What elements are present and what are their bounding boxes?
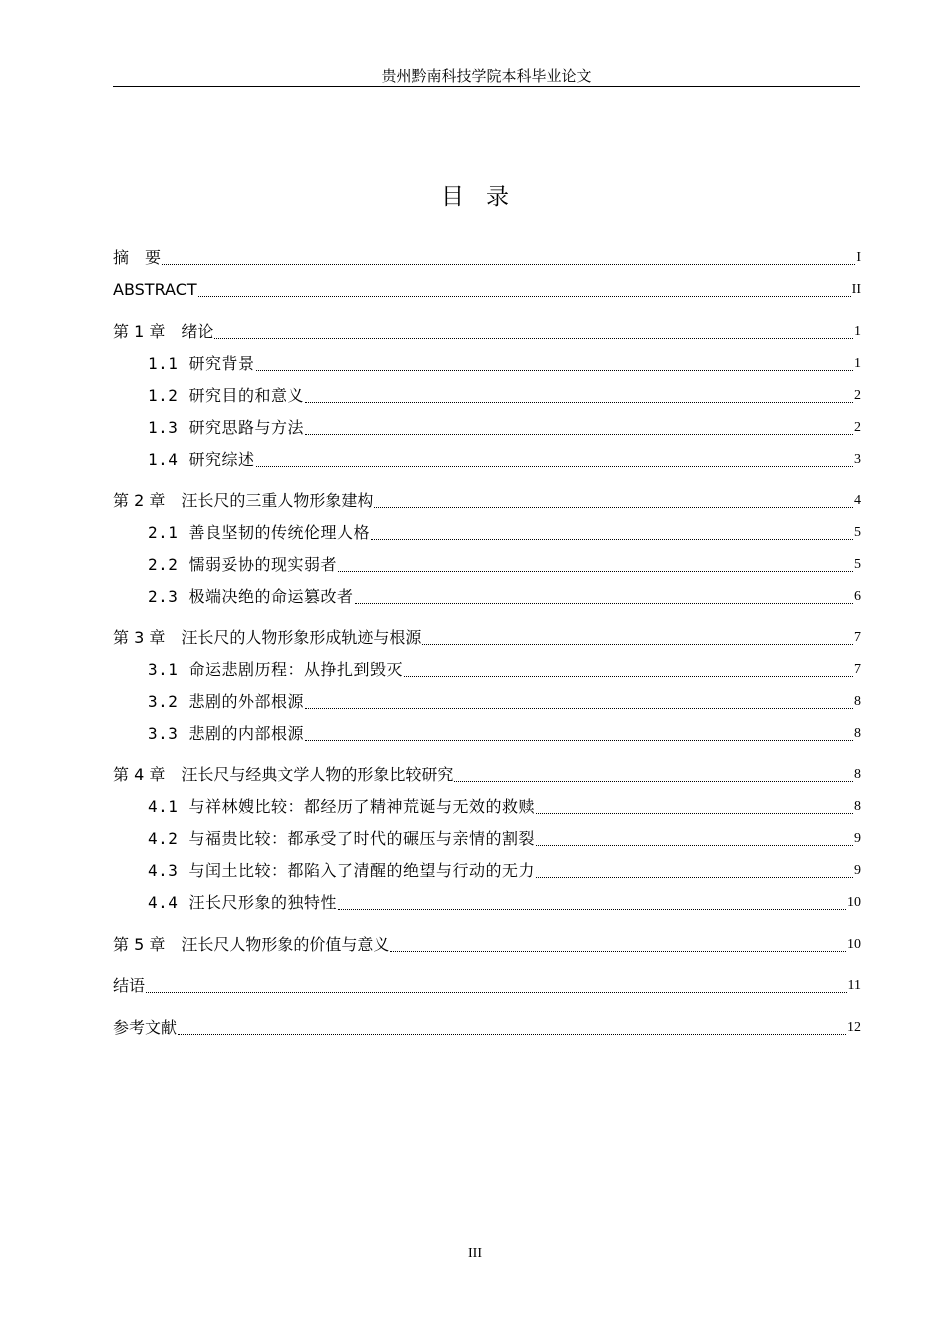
- toc-entry-label: 2.2 懦弱妥协的现实弱者: [148, 555, 338, 574]
- toc-entry-label: ABSTRACT: [113, 280, 197, 299]
- toc-entry-section-1-3[interactable]: [148, 417, 861, 439]
- dot-leader: [305, 707, 853, 709]
- toc-entry-label: 1.2 研究目的和意义: [148, 386, 305, 405]
- dot-leader: [305, 433, 853, 435]
- toc-entry-label: 4.2 与福贵比较：都承受了时代的碾压与亲情的割裂: [148, 829, 536, 848]
- toc-entry-page: I: [856, 250, 861, 265]
- toc-entry-label: 1.4 研究综述: [148, 450, 255, 469]
- dot-leader: [454, 780, 853, 782]
- dot-leader: [404, 675, 853, 677]
- toc-entry-label: 第 1 章 绪论: [113, 322, 214, 341]
- toc-entry-page: 9: [854, 831, 861, 846]
- dot-leader: [256, 465, 853, 467]
- page-number: III: [468, 1246, 482, 1261]
- dot-leader: [162, 263, 855, 265]
- toc-entry-section-4-1[interactable]: [148, 796, 861, 818]
- toc-entry-page: 10: [847, 895, 861, 910]
- toc-entry-chapter-4[interactable]: [113, 764, 861, 786]
- toc-entry-label: 4.1 与祥林嫂比较：都经历了精神荒诞与无效的救赎: [148, 797, 536, 816]
- toc-entry-section-3-3[interactable]: [148, 723, 861, 745]
- toc-entry-page: 8: [854, 767, 861, 782]
- toc-entry-page: 4: [854, 493, 861, 508]
- dot-leader: [536, 844, 853, 846]
- toc-entry-page: II: [851, 282, 861, 297]
- dot-leader: [536, 812, 853, 814]
- toc-title: 目录: [441, 184, 531, 210]
- toc-entry-label: 4.3 与闰土比较：都陷入了清醒的绝望与行动的无力: [148, 861, 536, 880]
- toc-entry-abstract-en[interactable]: [113, 279, 861, 301]
- toc-entry-references[interactable]: [113, 1017, 861, 1039]
- toc-entry-page: 12: [847, 1020, 861, 1035]
- toc-entry-chapter-2[interactable]: [113, 490, 861, 512]
- toc-entry-section-4-3[interactable]: [148, 860, 861, 882]
- toc-entry-label: 结语: [113, 976, 146, 995]
- toc-entry-section-2-1[interactable]: [148, 522, 861, 544]
- toc-entry-abstract-cn[interactable]: [113, 247, 861, 269]
- toc-entry-section-1-1[interactable]: [148, 353, 861, 375]
- toc-entry-page: 5: [854, 557, 861, 572]
- toc-entry-label: 第 3 章 汪长尺的人物形象形成轨迹与根源: [113, 628, 422, 647]
- toc-entry-section-3-1[interactable]: [148, 659, 861, 681]
- toc-entry-label: 第 5 章 汪长尺人物形象的价值与意义: [113, 935, 390, 954]
- toc-entry-chapter-5[interactable]: [113, 934, 861, 956]
- toc-entry-section-3-2[interactable]: [148, 691, 861, 713]
- toc-entry-section-1-2[interactable]: [148, 385, 861, 407]
- dot-leader: [305, 739, 853, 741]
- dot-leader: [371, 538, 853, 540]
- dot-leader: [338, 908, 846, 910]
- toc-entry-page: 8: [854, 799, 861, 814]
- toc-entry-page: 11: [847, 978, 861, 993]
- dot-leader: [536, 876, 853, 878]
- toc-entry-page: 7: [854, 662, 861, 677]
- dot-leader: [198, 295, 851, 297]
- dot-leader: [214, 337, 853, 339]
- toc-entry-page: 10: [847, 937, 861, 952]
- dot-leader: [422, 643, 853, 645]
- toc-entry-chapter-3[interactable]: [113, 627, 861, 649]
- toc-entry-page: 9: [854, 863, 861, 878]
- toc-entry-label: 摘 要: [113, 248, 162, 267]
- dot-leader: [178, 1033, 846, 1035]
- toc-entry-page: 2: [854, 420, 861, 435]
- toc-entry-label: 1.1 研究背景: [148, 354, 255, 373]
- dot-leader: [305, 401, 853, 403]
- toc-entry-page: 1: [854, 324, 861, 339]
- dot-leader: [390, 950, 846, 952]
- toc-entry-label: 2.3 极端决绝的命运篡改者: [148, 587, 354, 606]
- toc-entry-page: 7: [854, 630, 861, 645]
- toc-entry-label: 2.1 善良坚韧的传统伦理人格: [148, 523, 371, 542]
- toc-entry-label: 3.2 悲剧的外部根源: [148, 692, 305, 711]
- dot-leader: [338, 570, 853, 572]
- toc-entry-page: 6: [854, 589, 861, 604]
- dot-leader: [355, 602, 853, 604]
- toc-entry-section-2-3[interactable]: [148, 586, 861, 608]
- toc-entry-page: 3: [854, 452, 861, 467]
- toc-entry-chapter-1[interactable]: [113, 321, 861, 343]
- toc-entry-label: 3.3 悲剧的内部根源: [148, 724, 305, 743]
- toc-entry-label: 第 2 章 汪长尺的三重人物形象建构: [113, 491, 374, 510]
- dot-leader: [256, 369, 853, 371]
- toc-entry-label: 4.4 汪长尺形象的独特性: [148, 893, 338, 912]
- toc-entry-conclusion[interactable]: [113, 975, 861, 997]
- toc-entry-label: 第 4 章 汪长尺与经典文学人物的形象比较研究: [113, 765, 454, 784]
- dot-leader: [374, 506, 853, 508]
- toc-entry-section-1-4[interactable]: [148, 449, 861, 471]
- toc-entry-page: 5: [854, 525, 861, 540]
- toc-entry-label: 1.3 研究思路与方法: [148, 418, 305, 437]
- toc-entry-page: 1: [854, 356, 861, 371]
- toc-entry-label: 3.1 命运悲剧历程：从挣扎到毁灭: [148, 660, 404, 679]
- toc-entry-page: 2: [854, 388, 861, 403]
- toc-entry-page: 8: [854, 726, 861, 741]
- toc-entry-section-4-2[interactable]: [148, 828, 861, 850]
- running-header: 贵州黔南科技学院本科毕业论文: [113, 66, 860, 87]
- toc-entry-page: 8: [854, 694, 861, 709]
- toc-entry-label: 参考文献: [113, 1018, 178, 1037]
- dot-leader: [146, 991, 847, 993]
- toc-entry-section-4-4[interactable]: [148, 892, 861, 914]
- toc-entry-section-2-2[interactable]: [148, 554, 861, 576]
